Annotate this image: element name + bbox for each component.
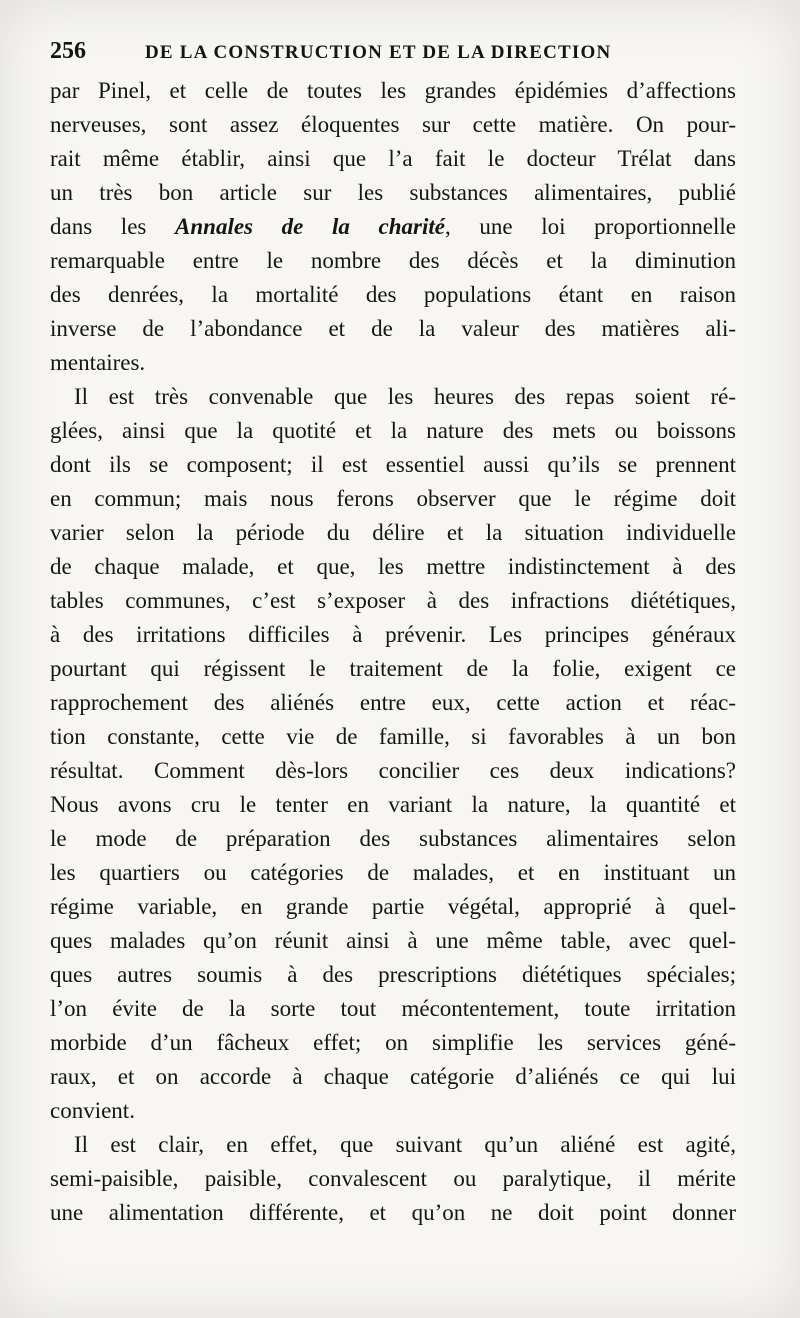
body-text xyxy=(50,74,736,1230)
text-line: remarquable entre le nombre des décès et la diminution xyxy=(50,248,736,273)
text-line: convient. xyxy=(50,1098,135,1123)
text-line: semi-paisible, paisible, convalescent ou paralytique, il mérite xyxy=(50,1166,736,1191)
page-header xyxy=(50,38,750,68)
paragraph-1 xyxy=(50,74,736,380)
text-line: nerveuses, sont assez éloquentes sur cette matière. On pour- xyxy=(50,112,736,137)
text-line: en commun; mais nous ferons observer que le régime doit xyxy=(50,486,736,511)
text-line: dont ils se composent; il est essentiel aussi qu’ils se prennent xyxy=(50,452,736,477)
text-line: ques malades qu’on réunit ainsi à une même table, avec quel- xyxy=(50,928,736,953)
text-line: le mode de préparation des substances alimentaires selon xyxy=(50,826,736,851)
text-line: de chaque malade, et que, les mettre indistinctement à des xyxy=(50,554,736,579)
text-line: tion constante, cette vie de famille, si favorables à un bon xyxy=(50,724,736,749)
journal-title: Annales de la charité xyxy=(175,214,445,239)
text-line: une alimentation différente, et qu’on ne doit point donner xyxy=(50,1200,736,1225)
text-line: résultat. Comment dès-lors concilier ces deux indications? xyxy=(50,758,736,783)
text-line: Il est clair, en effet, que suivant qu’un aliéné est agité, xyxy=(74,1132,736,1157)
text-line: tables communes, c’est s’exposer à des infractions diététiques, xyxy=(50,588,736,613)
text-line: un très bon article sur les substances alimentaires, publié xyxy=(50,180,736,205)
text-line: varier selon la période du délire et la situation individuelle xyxy=(50,520,736,545)
text-line: l’on évite de la sorte tout mécontentement, toute irritation xyxy=(50,996,736,1021)
text-line: raux, et on accorde à chaque catégorie d’aliénés ce qui lui xyxy=(50,1064,736,1089)
page-number: 256 xyxy=(50,38,86,64)
text-line: pourtant qui régissent le traitement de la folie, exigent ce xyxy=(50,656,736,681)
text-line: à des irritations difficiles à prévenir. Les principes généraux xyxy=(50,622,736,647)
text-line: inverse de l’abondance et de la valeur des matières ali- xyxy=(50,316,736,341)
text-line: régime variable, en grande partie végétal, approprié à quel- xyxy=(50,894,736,919)
text-line: des denrées, la mortalité des populations étant en raison xyxy=(50,282,736,307)
paragraph-2 xyxy=(50,380,736,1128)
text-line: rapprochement des aliénés entre eux, cette action et réac- xyxy=(50,690,736,715)
text-line: ques autres soumis à des prescriptions diététiques spéciales; xyxy=(50,962,736,987)
text-line: Il est très convenable que les heures des repas soient ré- xyxy=(74,384,736,409)
text-line: rait même établir, ainsi que l’a fait le docteur Trélat dans xyxy=(50,146,736,171)
text-line: par Pinel, et celle de toutes les grandes épidémies d’affections xyxy=(50,78,736,103)
text-line: glées, ainsi que la quotité et la nature des mets ou boissons xyxy=(50,418,736,443)
text-line: morbide d’un fâcheux effet; on simplifie les services géné- xyxy=(50,1030,736,1055)
text-line: les quartiers ou catégories de malades, et en instituant un xyxy=(50,860,736,885)
paragraph-3 xyxy=(50,1128,736,1230)
text-line-with-journal-title: dans les Annales de la charité, une loi proportionnelle xyxy=(50,214,736,239)
running-head: DE LA CONSTRUCTION ET DE LA DIRECTION xyxy=(145,42,612,63)
text-line: Nous avons cru le tenter en variant la nature, la quantité et xyxy=(50,792,736,817)
text-line: mentaires. xyxy=(50,350,146,375)
